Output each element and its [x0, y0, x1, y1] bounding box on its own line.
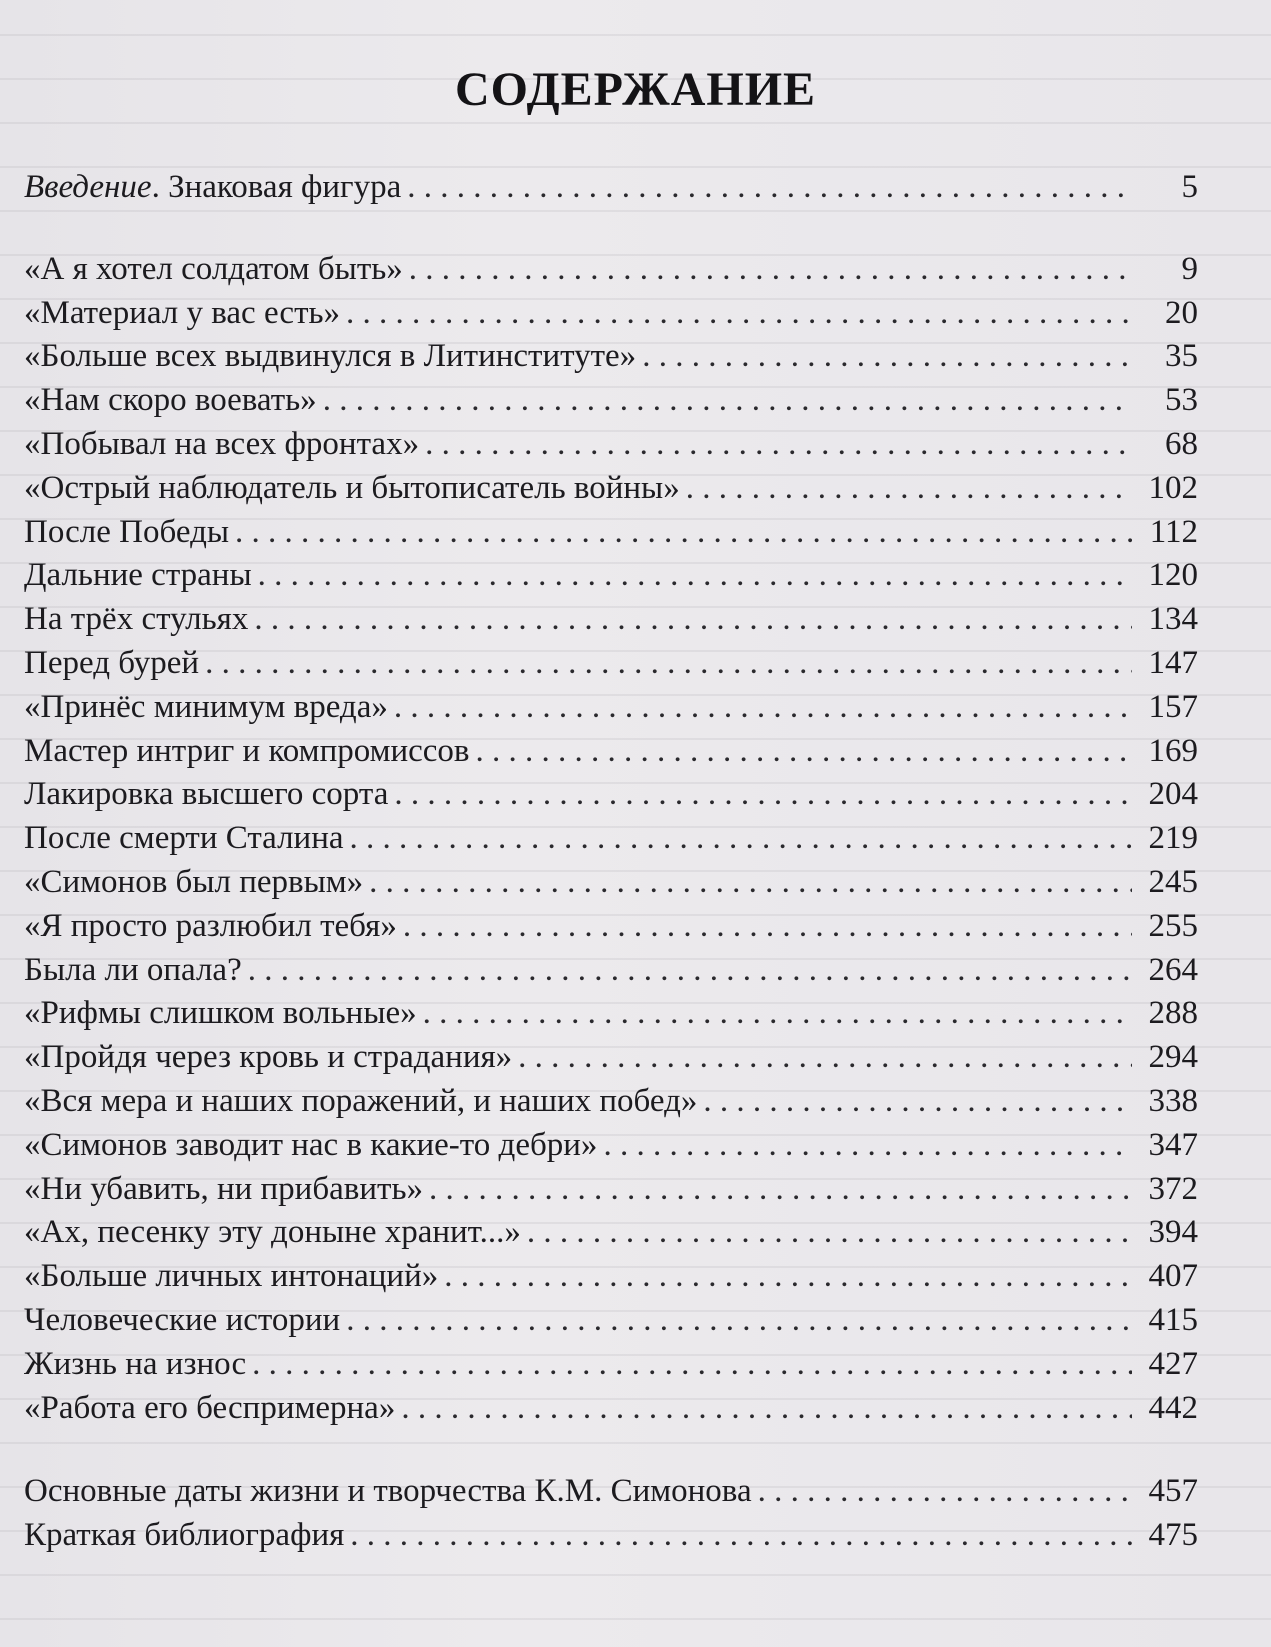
dot-leader: [403, 905, 1132, 949]
toc-entry[interactable]: [24, 379, 1198, 423]
dot-leader: [323, 379, 1132, 423]
dot-leader: [758, 1470, 1132, 1514]
toc-entry[interactable]: [24, 949, 1198, 993]
toc-entry[interactable]: [24, 1124, 1198, 1168]
toc-entry-label: «Симонов был первым»: [24, 863, 364, 900]
toc-entry-page: 9: [1181, 250, 1198, 287]
toc-entry-label: «Побывал на всех фронтах»: [24, 425, 420, 462]
toc-entry-label: Основные даты жизни и творчества К.М. Симонова: [24, 1473, 752, 1510]
dot-leader: [235, 511, 1132, 555]
toc-entry-label: «Симонов заводит нас в какие-то дебри»: [24, 1126, 598, 1163]
dot-leader: [346, 292, 1132, 336]
toc-entry-label: «Пройдя через кровь и страдания»: [24, 1039, 513, 1076]
dot-leader: [444, 1255, 1132, 1299]
dot-leader: [603, 1124, 1132, 1168]
toc-entry-page: 204: [1148, 776, 1198, 813]
toc-entry[interactable]: [24, 1343, 1198, 1387]
dot-leader: [703, 1080, 1132, 1124]
dot-leader: [429, 1168, 1132, 1212]
toc-entry[interactable]: [24, 817, 1198, 861]
toc-entry[interactable]: [24, 292, 1198, 336]
toc-entry-label: «Вся мера и наших поражений, и наших побед»: [24, 1082, 698, 1119]
toc-entry-label: После Победы: [24, 513, 230, 550]
toc-entry-label: После смерти Сталина: [24, 820, 344, 857]
toc-entry[interactable]: [24, 423, 1198, 467]
toc-entry[interactable]: [24, 1080, 1198, 1124]
toc-entry[interactable]: [24, 467, 1198, 511]
toc-entry-label: «Острый наблюдатель и бытописатель войны»: [24, 469, 680, 506]
dot-leader: [527, 1211, 1132, 1255]
dot-leader: [686, 467, 1132, 511]
toc-entry-page: 102: [1148, 469, 1198, 506]
dot-leader: [346, 1299, 1132, 1343]
toc-entry-page: 112: [1149, 513, 1198, 550]
dot-leader: [394, 773, 1132, 817]
toc-entry[interactable]: [24, 335, 1198, 379]
toc-entry-label: Перед бурей: [24, 644, 200, 681]
dot-leader: [369, 861, 1132, 905]
chapter-list: [24, 248, 1198, 1431]
toc-entry[interactable]: [24, 1036, 1198, 1080]
toc-entry-label: «Я просто разлюбил тебя»: [24, 907, 397, 944]
section-spacer: [24, 210, 1198, 248]
toc-entry-label: Человеческие истории: [24, 1301, 341, 1338]
toc-entry-label: «Принёс минимум вреда»: [24, 688, 388, 725]
toc-entry-label: «Больше всех выдвинулся в Литинституте»: [24, 338, 637, 375]
toc-entry[interactable]: [24, 992, 1198, 1036]
dot-leader: [252, 1343, 1132, 1387]
toc-entry[interactable]: [24, 248, 1198, 292]
toc-entry[interactable]: [24, 1387, 1198, 1431]
toc-entry-label: [24, 166, 401, 210]
toc-entry-label: «Больше личных интонаций»: [24, 1258, 439, 1295]
toc-entry[interactable]: [24, 598, 1198, 642]
section-spacer: [24, 1430, 1198, 1470]
dot-leader: [407, 166, 1132, 210]
toc-entry-label: Была ли опала?: [24, 951, 242, 988]
toc-entry[interactable]: [24, 1168, 1198, 1212]
dot-leader: [350, 1514, 1132, 1558]
toc-entry-label: Краткая библиография: [24, 1517, 345, 1554]
toc-entry-page: 372: [1148, 1170, 1198, 1207]
toc-entry[interactable]: [24, 905, 1198, 949]
toc-entry-page: 53: [1165, 382, 1198, 419]
toc-entry-page: 68: [1165, 425, 1198, 462]
toc-entry-label: «Рифмы слишком вольные»: [24, 995, 417, 1032]
toc-entry-page: 475: [1148, 1517, 1198, 1554]
toc-entry-label: «Ах, песенку эту доныне хранит...»: [24, 1214, 521, 1251]
toc-entry-page: 219: [1148, 820, 1198, 857]
dot-leader: [425, 423, 1132, 467]
table-of-contents: [24, 166, 1198, 1558]
dot-leader: [248, 949, 1132, 993]
toc-entry[interactable]: [24, 1514, 1198, 1558]
toc-entry-label: «Материал у вас есть»: [24, 294, 341, 331]
toc-intro-italic: Введение: [24, 169, 152, 205]
toc-entry-page: 147: [1148, 644, 1198, 681]
toc-entry-page: 245: [1148, 863, 1198, 900]
dot-leader: [254, 598, 1132, 642]
toc-entry[interactable]: [24, 1255, 1198, 1299]
toc-entry-label: Жизнь на износ: [24, 1345, 247, 1382]
toc-entry-page: 288: [1148, 995, 1198, 1032]
toc-entry[interactable]: [24, 686, 1198, 730]
toc-entry-page: 347: [1148, 1126, 1198, 1163]
appendix-list: [24, 1470, 1198, 1558]
toc-entry-label: Мастер интриг и компромиссов: [24, 732, 470, 769]
toc-entry-label: На трёх стульях: [24, 601, 249, 638]
toc-entry-page: 294: [1148, 1039, 1198, 1076]
dot-leader: [205, 642, 1132, 686]
dot-leader: [518, 1036, 1132, 1080]
page-title: СОДЕРЖАНИЕ: [454, 63, 817, 116]
toc-entry[interactable]: [24, 642, 1198, 686]
toc-entry-label: «Нам скоро воевать»: [24, 382, 317, 419]
dot-leader: [401, 1387, 1132, 1431]
toc-entry-page: 338: [1148, 1082, 1198, 1119]
toc-entry-page: 442: [1148, 1389, 1198, 1426]
toc-entry-label: «Работа его беспримерна»: [24, 1389, 396, 1426]
toc-intro-rest: . Знаковая фигура: [151, 169, 402, 205]
toc-entry-label: Дальние страны: [24, 557, 252, 594]
dot-leader: [258, 554, 1132, 598]
toc-entry-page: 394: [1148, 1214, 1198, 1251]
toc-entry[interactable]: [24, 1299, 1198, 1343]
toc-entry-page: 169: [1148, 732, 1198, 769]
toc-entry-label: «Ни убавить, ни прибавить»: [24, 1170, 423, 1207]
toc-entry-page: 5: [1181, 169, 1198, 205]
toc-entry-page: 427: [1148, 1345, 1198, 1382]
toc-entry-page: 415: [1148, 1301, 1198, 1338]
dot-leader: [476, 730, 1132, 774]
toc-entry[interactable]: [24, 730, 1198, 774]
toc-entry-label: Лакировка высшего сорта: [24, 776, 389, 813]
toc-entry-page: 264: [1148, 951, 1198, 988]
toc-entry[interactable]: [24, 554, 1198, 598]
toc-entry-intro[interactable]: [24, 166, 1198, 210]
dot-leader: [394, 686, 1132, 730]
toc-entry-page: 255: [1148, 907, 1198, 944]
toc-entry[interactable]: [24, 773, 1198, 817]
toc-entry-page: 157: [1148, 688, 1198, 725]
dot-leader: [350, 817, 1132, 861]
toc-entry[interactable]: [24, 1211, 1198, 1255]
toc-entry[interactable]: [24, 1470, 1198, 1514]
toc-entry-page: 134: [1148, 601, 1198, 638]
toc-entry-label: «А я хотел солдатом быть»: [24, 250, 403, 287]
toc-entry-page: 457: [1148, 1473, 1198, 1510]
toc-entry[interactable]: [24, 511, 1198, 555]
toc-entry[interactable]: [24, 861, 1198, 905]
dot-leader: [423, 992, 1132, 1036]
toc-entry-page: 407: [1148, 1258, 1198, 1295]
toc-entry-page: 20: [1165, 294, 1198, 331]
toc-entry-page: 35: [1165, 338, 1198, 375]
toc-entry-page: 120: [1148, 557, 1198, 594]
dot-leader: [409, 248, 1132, 292]
dot-leader: [642, 335, 1132, 379]
